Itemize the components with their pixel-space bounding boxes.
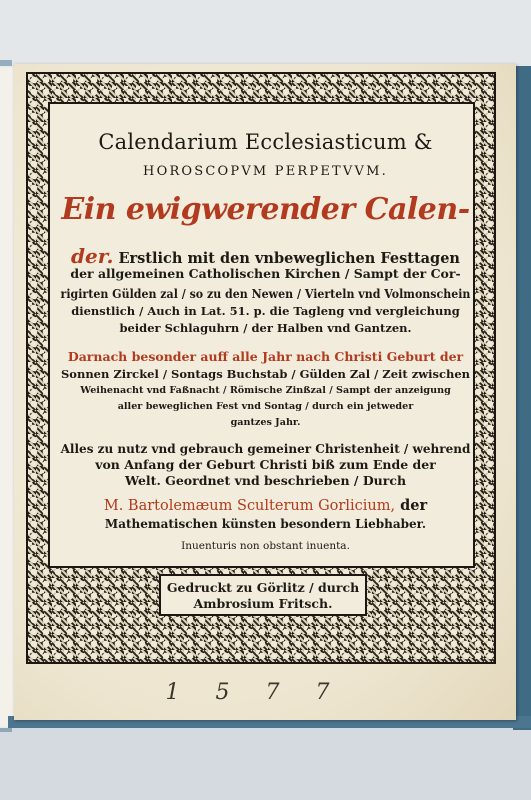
author-suffix: der [395,497,428,514]
body-line-2: der allgemeinen Catholischen Kirchen / Sampt der Cor- [70,266,461,281]
body-line-5: beider Schlaguhrn / der Halben vnd Gantzen. [119,321,412,335]
title-line-2: HOROSCOPVM PERPETVVM. [143,164,388,179]
darnach-line-5: gantzes Jahr. [230,417,301,428]
darnach-line-1: Darnach besonder auff alle Jahr nach Christi Geburt der [67,349,464,364]
alles-line-2: von Anfang der Geburt Christi biß zum Ende der [95,457,436,472]
motto: Inuenturis non obstant inuenta. [181,540,350,552]
author-description: Mathematischen künsten besondern Liebhaber. [104,517,427,531]
body-line-1 [0,244,531,268]
darnach-line-3: Weihenacht vnd Faßnacht / Römische Zinßzal / Sampt der anzeigung [80,385,451,396]
big-title: Ein ewigwerender Calen- [61,192,470,227]
darnach-line-4: aller beweglichen Fest vnd Sontag / durch ein jetweder [117,401,414,412]
alles-line-3: Welt. Geordnet vnd beschrieben / Durch [124,473,407,488]
imprint-box [159,574,367,616]
author-name: M. Bartolemæum Sculterum Gorlicium, [103,498,396,514]
title-line-1: Calendarium Ecclesiasticum & [98,130,433,154]
alles-line-1: Alles zu nutz vnd gebrauch gemeiner Christenheit / wehrend [60,441,471,456]
body-line-3: rigirten Gülden zal / so zu den Newen / Vierteln vnd Volmonschein [60,286,471,301]
body-line-4: dienstlich / Auch in Lat. 51. p. die Tagleng vnd vergleichung [71,304,460,318]
darnach-line-2: Sonnen Zirckel / Sontags Buchstab / Gülden Zal / Zeit zwischen [60,367,471,381]
background-top [0,0,531,70]
background-bottom [0,726,531,800]
imprint-line-2: Ambrosium Fritsch. [193,596,333,611]
author-line [0,497,531,514]
handwritten-year: 1577 [165,680,366,705]
body-line-1-lead: der. [71,244,114,268]
imprint-line-1: Gedruckt zu Görlitz / durch [166,580,360,595]
body-line-1-rest: Erstlich mit den vnbeweglichen Festtagen [113,250,460,267]
